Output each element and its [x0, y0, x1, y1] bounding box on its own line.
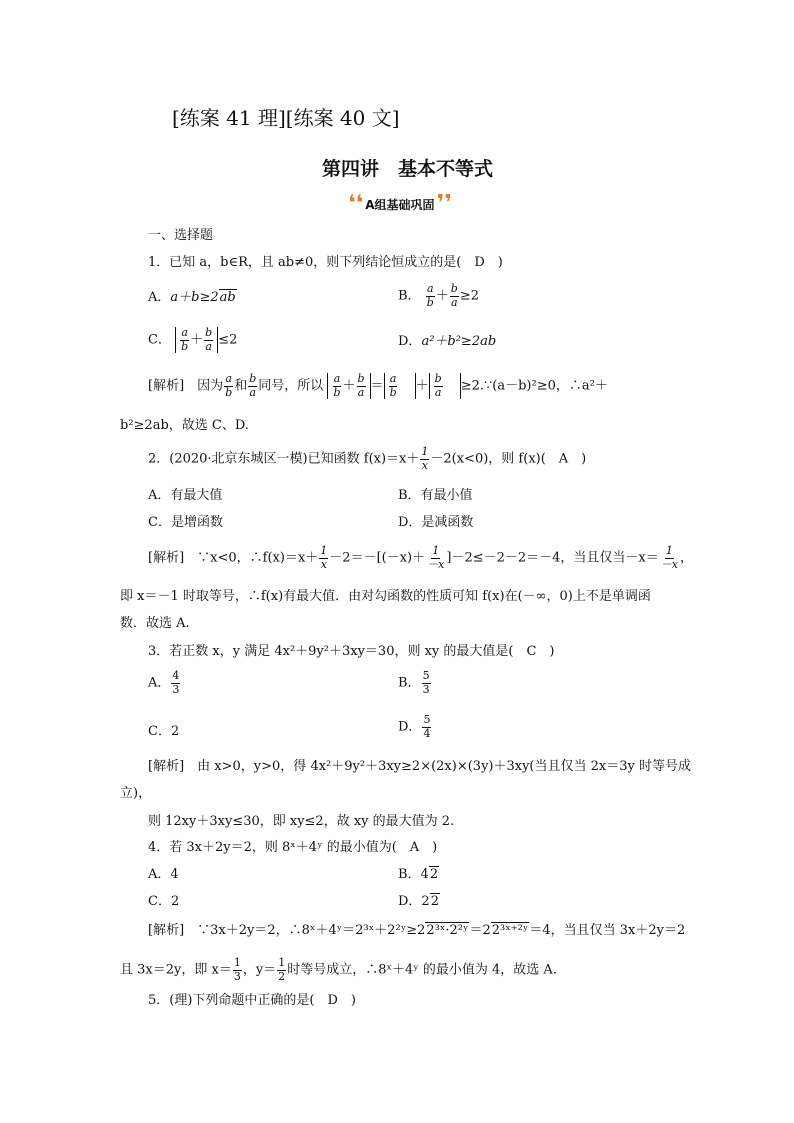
q1-analysis-line2: b²≥2ab，故选 C、D.: [120, 418, 249, 433]
q3-option-b: B． $\frac{5}{3}$: [398, 669, 430, 696]
q2-option-c: C．是增函数: [148, 515, 223, 530]
q1-option-c: C． $\frac{a}{b}$ ＋ $\frac{b}{a}$ ≤2: [148, 326, 238, 353]
q4-analysis-line1: [解析] ∵3x＋2y＝2，∴8ˣ＋4ʸ＝2³ˣ＋2²ʸ≥22³ˣ·2²ʸ＝22³ˣ⁺²ʸ＝4，当且仅当 3x＋2y＝2: [148, 923, 686, 938]
lecture-title: 第四讲 基本不等式: [322, 158, 494, 180]
q3-analysis-line2: 立)，: [120, 786, 152, 801]
q4-stem: 4．若 3x＋2y＝2，则 8ˣ＋4ʸ 的最小值为( A ): [148, 840, 438, 855]
q5-stem: 5．(理)下列命题中正确的是( D ): [148, 993, 356, 1008]
q3-option-c: C．2: [148, 724, 180, 739]
section-heading: 一、选择题: [148, 228, 214, 243]
q2-option-b: B．有最小值: [398, 488, 473, 503]
group-badge: [348, 193, 452, 215]
q4-option-a: A．4: [148, 867, 179, 882]
q1-stem: 1．已知 a，b∈R，且 ab≠0，则下列结论恒成立的是( D ): [148, 255, 503, 270]
q3-analysis-line3: 则 12xy＋3xy≤30，即 xy≤2，故 xy 的最大值为 2.: [148, 814, 455, 829]
q2-option-d: D．是减函数: [398, 515, 474, 530]
q4-option-d: D．22: [398, 894, 439, 909]
q1-option-b: B． $\frac{a}{b}$ ＋ $\frac{b}{a}$ ≥2: [398, 282, 479, 309]
exercise-header: [练案 41 理][练案 40 文]: [172, 106, 400, 130]
q3-option-d: D． $\frac{5}{4}$: [398, 713, 431, 740]
group-label: A组基础巩固: [365, 197, 435, 212]
q4-analysis-line2: 且 3x＝2y，即 x＝ $\frac{1}{3}$ ，y＝ $\frac{1}{2}$ 时等号成立，∴8ˣ＋4ʸ 的最小值为 4，故选 A.: [120, 956, 557, 983]
q1-option-a: A．a＋b≥2ab: [148, 290, 236, 305]
q2-option-a: A．有最大值: [148, 488, 223, 503]
q3-stem: 3．若正数 x，y 满足 4x²＋9y²＋3xy＝30，则 xy 的最大值是( C ): [148, 644, 555, 659]
q2-analysis-line2: 即 x＝－1 时取等号，∴f(x)有最大值．由对勾函数的性质可知 f(x)在(－∞，0)上不是单调函: [120, 589, 651, 604]
q4-option-c: C．2: [148, 894, 180, 909]
q1-analysis-line1: [解析] 因为 $\frac{a}{b}$ 和 $\frac{b}{a}$ 同号，所以 $\frac{a}{b}$ ＋ $\frac{b}{a}$ ＝ $\frac{a}{b}$ ＋ $\frac{b}{a}$ ≥2.∵(a－b)²≥0，∴a²＋: [148, 372, 608, 399]
q2-analysis-line3: 数．故选 A.: [120, 616, 190, 631]
q3-analysis-line1: [解析] 由 x>0，y>0，得 4x²＋9y²＋3xy≥2×(2x)×(3y)＋3xy(当且仅当 2x＝3y 时等号成: [148, 759, 691, 774]
close-quote-icon: ❜❜: [436, 191, 452, 216]
q2-analysis-line1: [解析] ∵x<0，∴f(x)＝x＋ $\frac{1}{x}$ －2＝－[(－x)＋ $\frac{1}{-x}$ ]－2≤－2－2＝－4，当且仅当－x＝ $\frac{1}{-x}$ ，: [148, 544, 693, 571]
q3-option-a: A． $\frac{4}{3}$: [148, 669, 180, 696]
open-quote-icon: ❛❛: [348, 191, 364, 216]
q4-option-b: B．42: [398, 867, 439, 882]
q1-option-d: D．a²＋b²≥2ab: [398, 334, 497, 349]
q2-stem: 2．(2020·北京东城区一模)已知函数 f(x)＝x＋ $\frac{1}{x}$ －2(x<0)，则 f(x)( A ): [148, 445, 587, 472]
